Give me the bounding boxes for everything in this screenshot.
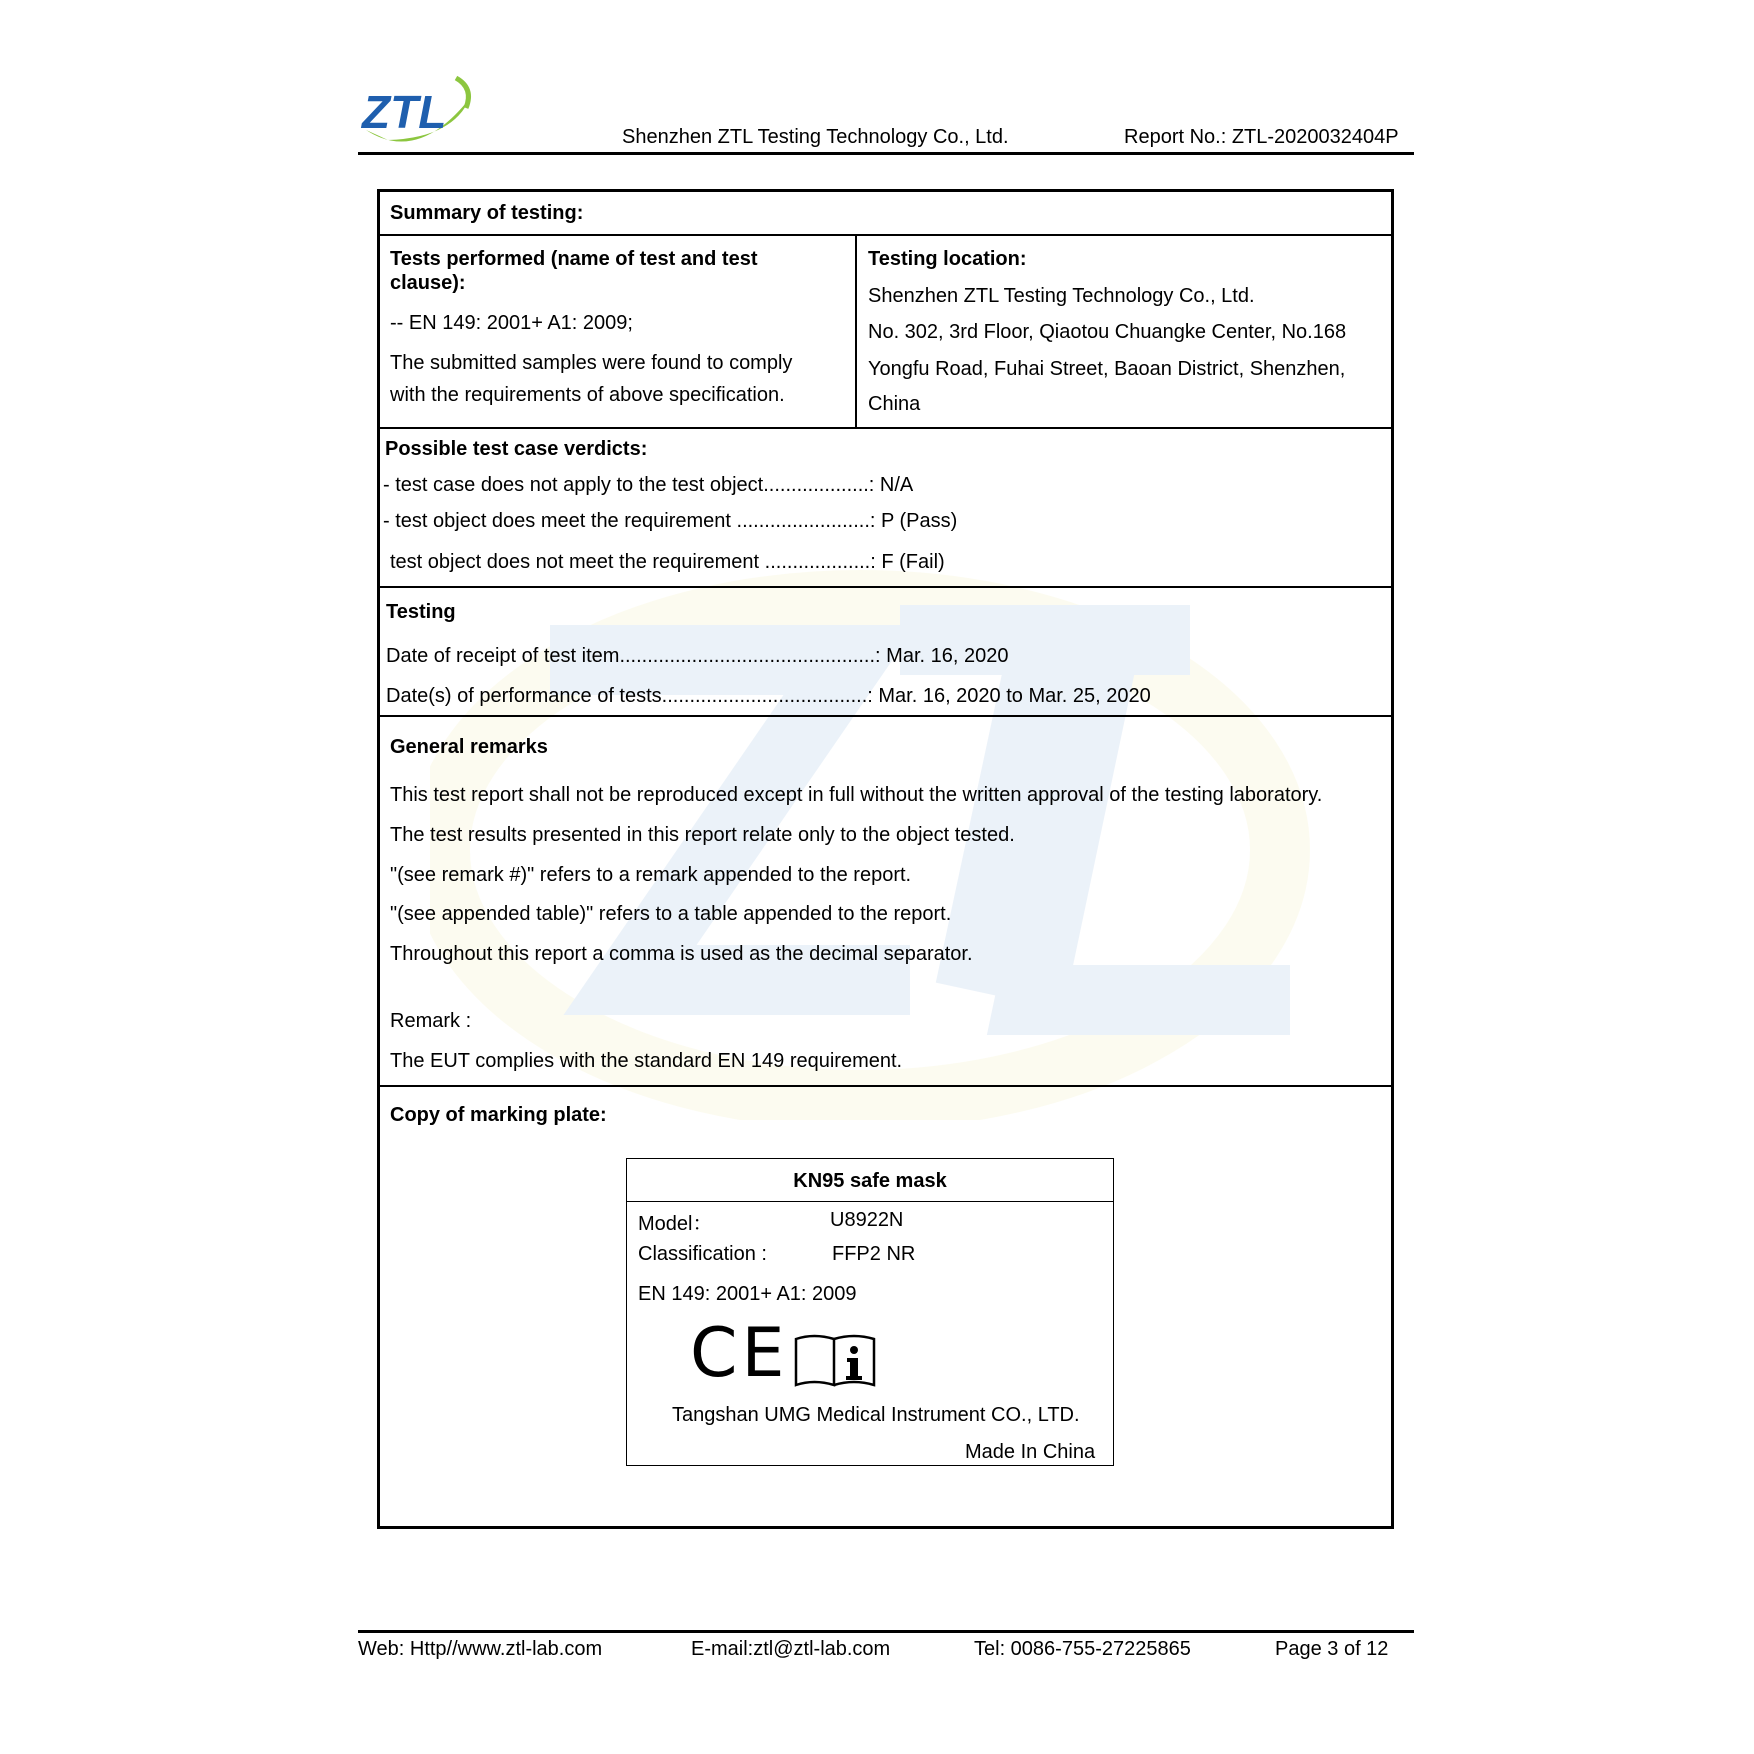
verdict-line: test object does not meet the requirement ...................: F (Fail) <box>390 551 945 573</box>
general-remarks-heading: General remarks <box>390 736 548 758</box>
svg-text:ZTL: ZTL <box>362 86 447 138</box>
testing-heading: Testing <box>386 601 456 623</box>
ce-mark-icon: CE <box>690 1314 789 1393</box>
column-divider <box>855 235 857 428</box>
result-statement: The submitted samples were found to comply <box>390 352 793 374</box>
verdict-line: - test object does meet the requirement ........................: P (Pass) <box>383 510 958 532</box>
remark-text: The EUT complies with the standard EN 149 requirement. <box>390 1050 903 1072</box>
plate-standard: EN 149: 2001+ A1: 2009 <box>638 1283 857 1305</box>
remark-line: "(see appended table)" refers to a table appended to the report. <box>390 903 952 925</box>
header-company: Shenzhen ZTL Testing Technology Co., Ltd. <box>622 126 1009 148</box>
marking-plate-heading: Copy of marking plate: <box>390 1104 607 1126</box>
plate-model-label: Model： <box>638 1213 713 1235</box>
tests-performed-heading-cont: clause): <box>390 272 466 294</box>
remark-line: "(see remark #)" refers to a remark appended to the report. <box>390 864 912 886</box>
plate-classification-label: Classification : <box>638 1243 767 1265</box>
receipt-date-line: Date of receipt of test item..............................................: Mar. 16, 2020 <box>386 645 1009 667</box>
verdicts-heading: Possible test case verdicts: <box>385 438 648 460</box>
header-divider <box>358 152 1414 155</box>
plate-model-value: U8922N <box>830 1209 904 1231</box>
row-divider <box>377 234 1394 236</box>
row-divider <box>377 715 1394 717</box>
footer-tel: Tel: 0086-755-27225865 <box>974 1638 1191 1660</box>
result-statement-cont: with the requirements of above specification. <box>390 384 785 406</box>
plate-manufacturer: Tangshan UMG Medical Instrument CO., LTD. <box>672 1404 1080 1426</box>
footer-email: E-mail:ztl@ztl-lab.com <box>691 1638 891 1660</box>
tests-performed-heading: Tests performed (name of test and test <box>390 248 758 270</box>
remark-line: The test results presented in this report relate only to the object tested. <box>390 824 1015 846</box>
location-line: No. 302, 3rd Floor, Qiaotou Chuangke Center, No.168 <box>868 321 1347 343</box>
plate-classification-value: FFP2 NR <box>832 1243 916 1265</box>
plate-origin: Made In China <box>965 1441 1096 1463</box>
footer-page-number: Page 3 of 12 <box>1275 1638 1389 1660</box>
location-line: China <box>868 393 921 415</box>
location-line: Yongfu Road, Fuhai Street, Baoan District, Shenzhen, <box>868 358 1346 380</box>
header-report-number: Report No.: ZTL-2020032404P <box>1124 126 1399 148</box>
row-divider <box>377 586 1394 588</box>
summary-title: Summary of testing: <box>390 202 584 224</box>
remark-line: Throughout this report a comma is used as the decimal separator. <box>390 943 973 965</box>
tested-standard: -- EN 149: 2001+ A1: 2009; <box>390 312 633 334</box>
ztl-logo <box>358 68 478 150</box>
testing-location-heading: Testing location: <box>868 248 1027 270</box>
performance-dates-line: Date(s) of performance of tests.....................................: Mar. 16, 2020 to Mar. 25, 2020 <box>386 685 1151 707</box>
remark-label: Remark : <box>390 1010 472 1032</box>
instructions-info-icon <box>794 1333 876 1387</box>
footer-divider <box>358 1630 1414 1633</box>
verdict-line: - test case does not apply to the test object...................: N/A <box>383 474 914 496</box>
row-divider <box>377 1085 1394 1087</box>
location-line: Shenzhen ZTL Testing Technology Co., Ltd. <box>868 285 1255 307</box>
row-divider <box>377 427 1394 429</box>
remark-line: This test report shall not be reproduced except in full without the written approval of the testing laboratory. <box>390 784 1323 806</box>
footer-web: Web: Http//www.ztl-lab.com <box>358 1638 603 1660</box>
plate-divider <box>626 1201 1114 1202</box>
plate-product-name: KN95 safe mask <box>793 1170 947 1192</box>
